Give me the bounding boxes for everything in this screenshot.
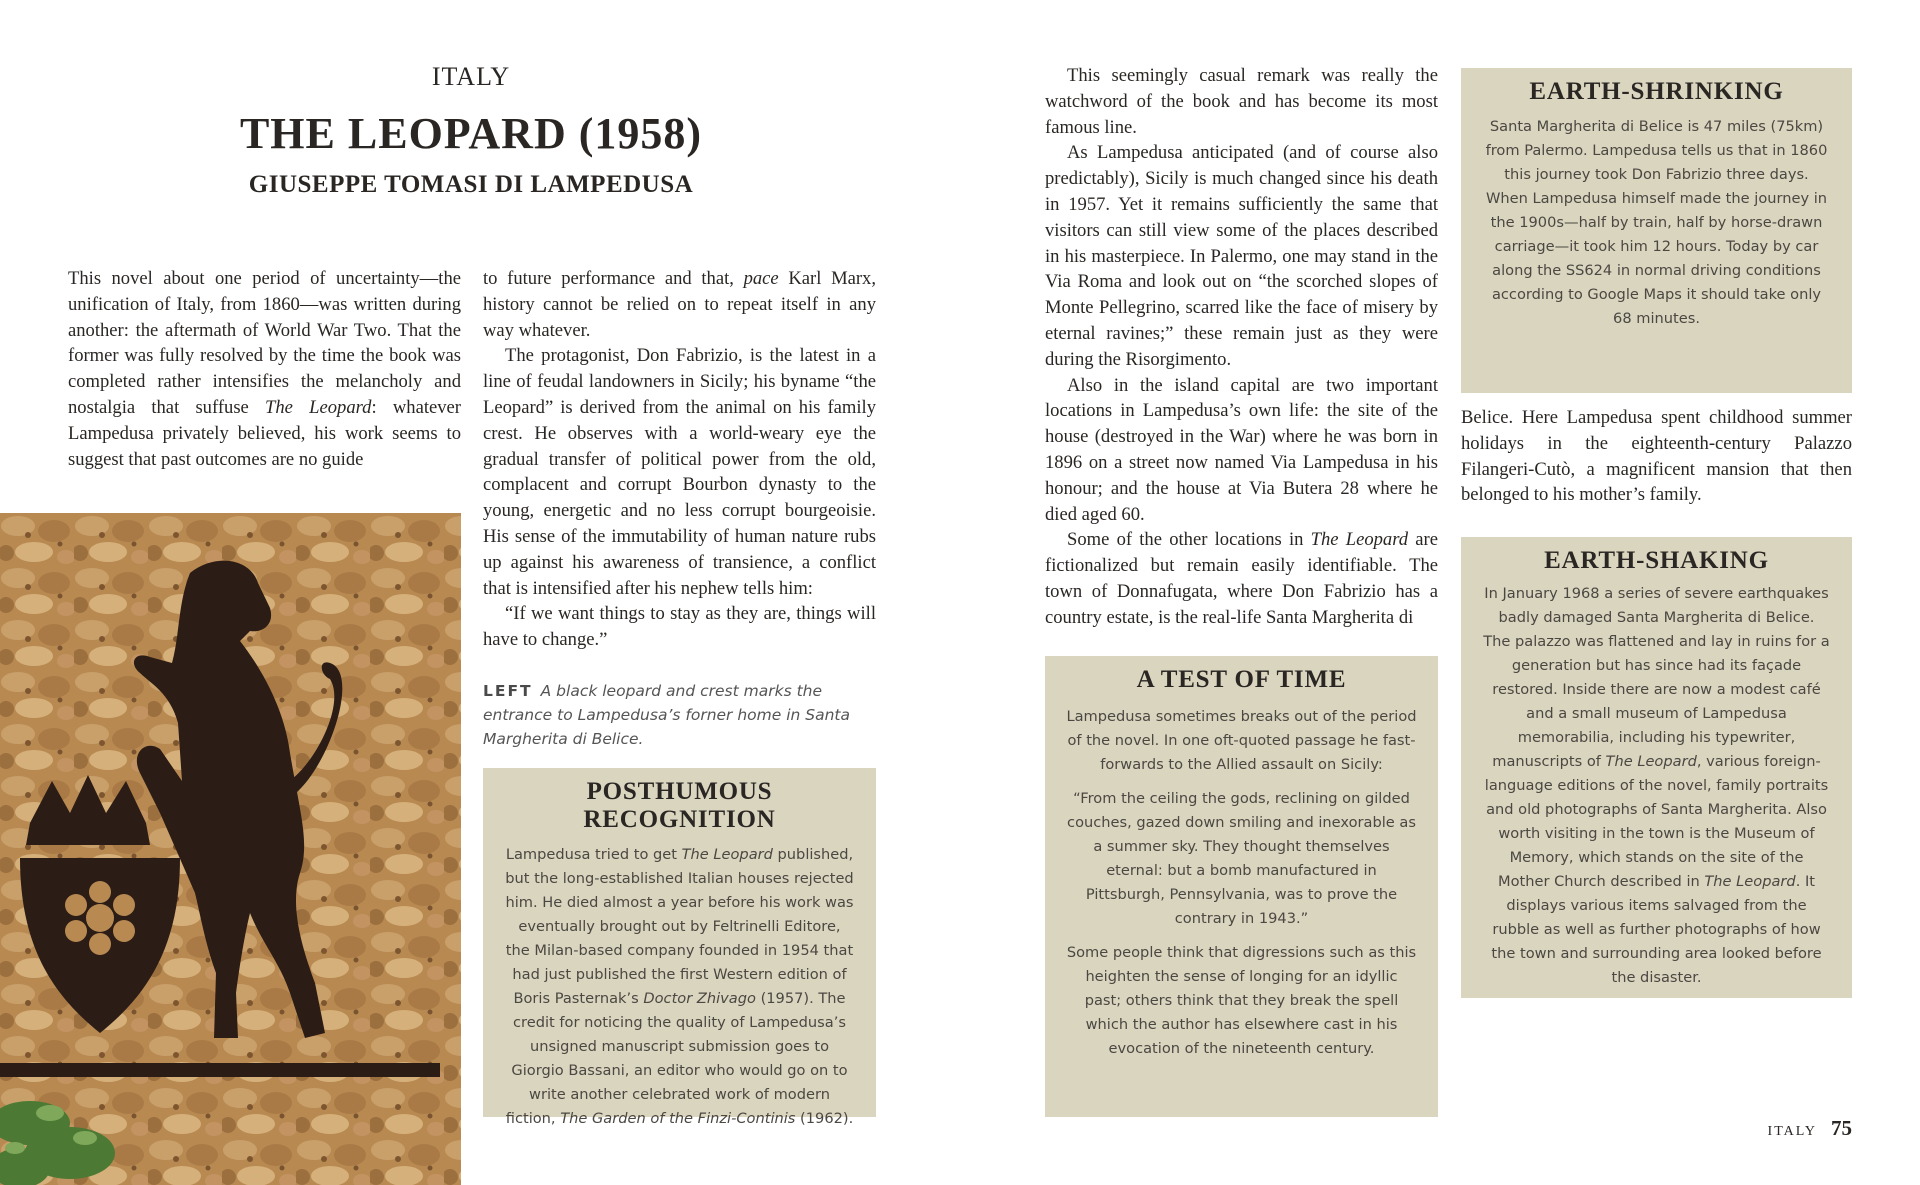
body-column-4 [1461,405,1852,508]
body-paragraph: Belice. Here Lampedusa spent childhood summer holidays in the eighteenth-century Palazzo Filangeri-Cutò, a magnificent mansion that then belonged to his mother’s family. [1461,407,1852,506]
page-footer [1768,1116,1852,1141]
sidebar-box-posthumous-recognition [483,768,876,1127]
box-text: Santa Margherita di Belice is 47 miles (75km) from Palermo. Lampedusa tells us that in 1860 this journey took Don Fabrizio three days. When Lampedusa himself made the journey in the 1900s—half by train, half by horse-drawn carriage—it took him 12 hours. Today by car along the SS624 in normal driving conditions according to Google Maps it should take only 68 minutes. [1485,118,1828,327]
box-title: A TEST OF TIME [1136,666,1347,693]
leopard-crest-photo [0,513,461,1185]
box-text: In January 1968 a series of severe earthquakes badly damaged Santa Margherita di Belice. The palazzo was flattened and lay in ruins for a generation but has since had its façade restored. Inside there are now a modest café and a small museum of Lampedusa memorabilia, including his typewriter, manuscripts of The Leopard, various foreign-language editions of the novel, family portraits and old photographs of Santa Margherita. Also worth visiting in the town is the Museum of Memory, which stands on the site of the Mother Church described in The Leopard. It displays various items salvaged from the rubble as well as further photographs of how the town and surrounding area looked before the disaster. [1483,585,1830,986]
caption-label: LEFT [483,682,533,700]
sidebar-box-test-of-time [1045,656,1438,1117]
body-paragraph: The protagonist, Don Fabrizio, is the latest in a line of feudal landowners in Sicily; his byname “the Leopard” is derived from the animal on his family crest. He observes with a world-weary eye the gradual transfer of political power from the old, complacent and corrupt Bourbon dynasty to the young, energetic and no less corrupt bourgeoisie. His sense of the immutability of human nature rubs up against his awareness of transience, a conflict that is intensified after his nephew tells him: [483,345,876,599]
body-column-1 [68,266,461,472]
page-number: 75 [1831,1116,1852,1140]
footer-section-label: ITALY [1767,1124,1817,1139]
box-title: EARTH-SHRINKING [1529,78,1784,105]
quote-paragraph: “If we want things to stay as they are, things will have to change.” [483,603,876,651]
box-text: Lampedusa sometimes breaks out of the period of the novel. In one oft-quoted passage he fast-forwards to the Allied assault on Sicily: [1066,708,1417,773]
box-text: Some people think that digressions such as this heighten the sense of longing for an idyllic past; others think that they break the spell which the author has elsewhere cast in his evocation of the nineteenth century. [1066,944,1417,1057]
body-paragraph: to future performance and that, pace Karl Marx, history cannot be relied on to repeat itself in any way whatever. [483,268,877,341]
body-paragraph: As Lampedusa anticipated (and of course also predictably), Sicily is much changed since his death in 1957. Yet it remains sufficiently the same that visitors can still view some of the places described in his masterpiece. In Palermo, one may stand in the Via Roma and look out on “the scorched slopes of Monte Pellegrino, scarred like the face of misery by eternal ravines;” these remain just as they were during the Risorgimento. [1045,142,1438,370]
body-paragraph: Some of the other locations in The Leopard are fictionalized but remain easily identifiable. The town of Donnafugata, where Don Fabrizio has a country estate, is the real-life Santa Margherita di [1045,529,1438,628]
sidebar-box-earth-shaking [1461,537,1852,998]
body-paragraph: This seemingly casual remark was really the watchword of the book and has become its most famous line. [1045,65,1438,138]
photo-caption [483,679,876,751]
body-column-3 [1045,63,1438,631]
photo-image [0,513,461,1185]
box-quote: “From the ceiling the gods, reclining on gilded couches, gazed down smiling and inexorable as a summer sky. They thought themselves eternal: but a bomb manufactured in Pittsburgh, Pennsylvania, was to prove the contrary in 1943.” [1067,790,1416,927]
body-paragraph: This novel about one period of uncertainty—the unification of Italy, from 1860—was written during another: the aftermath of World War Two. That the former was fully resolved by the time the book was completed rather intensifies the melancholy and nostalgia that suffuse The Leopard: whatever Lampedusa privately believed, his work seems to suggest that past outcomes are no guide [68,268,461,470]
box-title: POSTHUMOUS RECOGNITION [583,778,776,833]
caption-text: A black leopard and crest marks the entrance to Lampedusa’s forner home in Santa Margherita di Belice. [483,682,851,748]
author-name: GIUSEPPE TOMASI DI LAMPEDUSA [248,171,694,198]
body-column-2 [483,266,876,653]
section-label: ITALY [431,62,511,91]
page-title: THE LEOPARD (1958) [239,109,703,158]
book-title-ref: The Leopard [265,396,372,418]
box-title: EARTH-SHAKING [1544,547,1769,574]
body-paragraph: Also in the island capital are two important locations in Lampedusa’s own life: the site of the house (destroyed in the War) where he was born in 1896 on a street now named Via Lampedusa in his honour; and the house at Via Butera 28 where he died aged 60. [1045,374,1438,525]
sidebar-box-earth-shrinking [1461,68,1852,393]
box-text: Lampedusa tried to get The Leopard published, but the long-established Italian houses rejected him. He died almost a year before his work was eventually brought out by Feltrinelli Editore, the Milan-based company founded in 1954 that had just published the first Western edition of Boris Pasternak’s Doctor Zhivago (1957). The credit for noticing the quality of Lampedusa’s unsigned manuscript submission goes to Giorgio Bassani, an editor who would go on to write another celebrated work of modern fiction, The Garden of the Finzi-Continis (1962). [505,846,854,1127]
